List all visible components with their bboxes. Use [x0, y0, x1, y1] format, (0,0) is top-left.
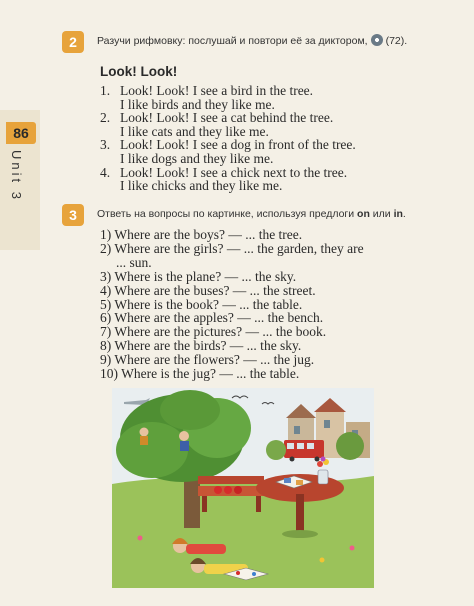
verse-line: 3. Look! Look! I see a dog in front of the tree. [100, 137, 356, 153]
question-item: 8) Where are the birds? — ... the sky. [100, 338, 302, 354]
boy-in-tree [140, 428, 149, 446]
verse-line: 1. Look! Look! I see a bird in the tree. [100, 83, 314, 98]
small-tree [266, 440, 286, 460]
apple-icon [224, 486, 232, 494]
apple-icon [214, 486, 222, 494]
grass-flower [350, 546, 355, 551]
audio-track-ref: (72). [385, 35, 408, 47]
verse-line: I like chicks and they like me. [120, 178, 283, 194]
question-item: 10) Where is the jug? — ... the table. [100, 366, 300, 382]
audio-disc-icon [371, 34, 383, 46]
garden-illustration [112, 388, 374, 588]
task-2-badge: 2 [62, 31, 84, 53]
question-item: 5) Where is the book? — ... the table. [100, 296, 303, 312]
question-item: 9) Where are the flowers? — ... the jug. [100, 352, 315, 368]
poem [100, 84, 450, 193]
verse-line: I like birds and they like me. [120, 96, 275, 112]
question-item: 4) Where are the buses? — ... the street. [100, 282, 316, 298]
question-item: 1) Where are the boys? — ... the tree. [100, 227, 303, 242]
question-item: 6) Where are the apples? — ... the bench. [100, 310, 324, 326]
question-item-continuation: ... sun. [116, 254, 152, 270]
preposition-on: on [357, 208, 370, 220]
task-3-badge: 3 [62, 204, 84, 226]
unit-label: Unit 3 [9, 150, 24, 202]
grass-flower [138, 536, 143, 541]
apple-icon [234, 486, 242, 494]
task-2-instruction-text: Разучи рифмовку: послушай и повтори её за диктором, [97, 35, 368, 47]
poem-title: Look! Look! [100, 64, 178, 79]
question-item: 3) Where is the plane? — ... the sky. [100, 268, 297, 284]
preposition-in: in [393, 208, 403, 220]
verse-line: I like cats and they like me. [120, 123, 269, 139]
boy-in-tree [179, 431, 189, 451]
verse-line: 4. Look! Look! I see a chick next to the tree. [100, 164, 348, 180]
question-item: 2) Where are the girls? — ... the garden, they are [100, 240, 364, 256]
task-2-instruction [97, 34, 407, 47]
grass-flower [320, 558, 325, 563]
small-tree [336, 432, 364, 460]
question-item: 7) Where are the pictures? — ... the book. [100, 324, 327, 340]
verse-line: I like dogs and they like me. [120, 150, 274, 166]
question-list [100, 228, 450, 381]
verse-line: 2. Look! Look! I see a cat behind the tree. [100, 110, 334, 126]
page-number: 86 [6, 122, 36, 144]
task-3-instruction: Ответь на вопросы по картинке, используя предлоги on или in. [97, 208, 406, 220]
